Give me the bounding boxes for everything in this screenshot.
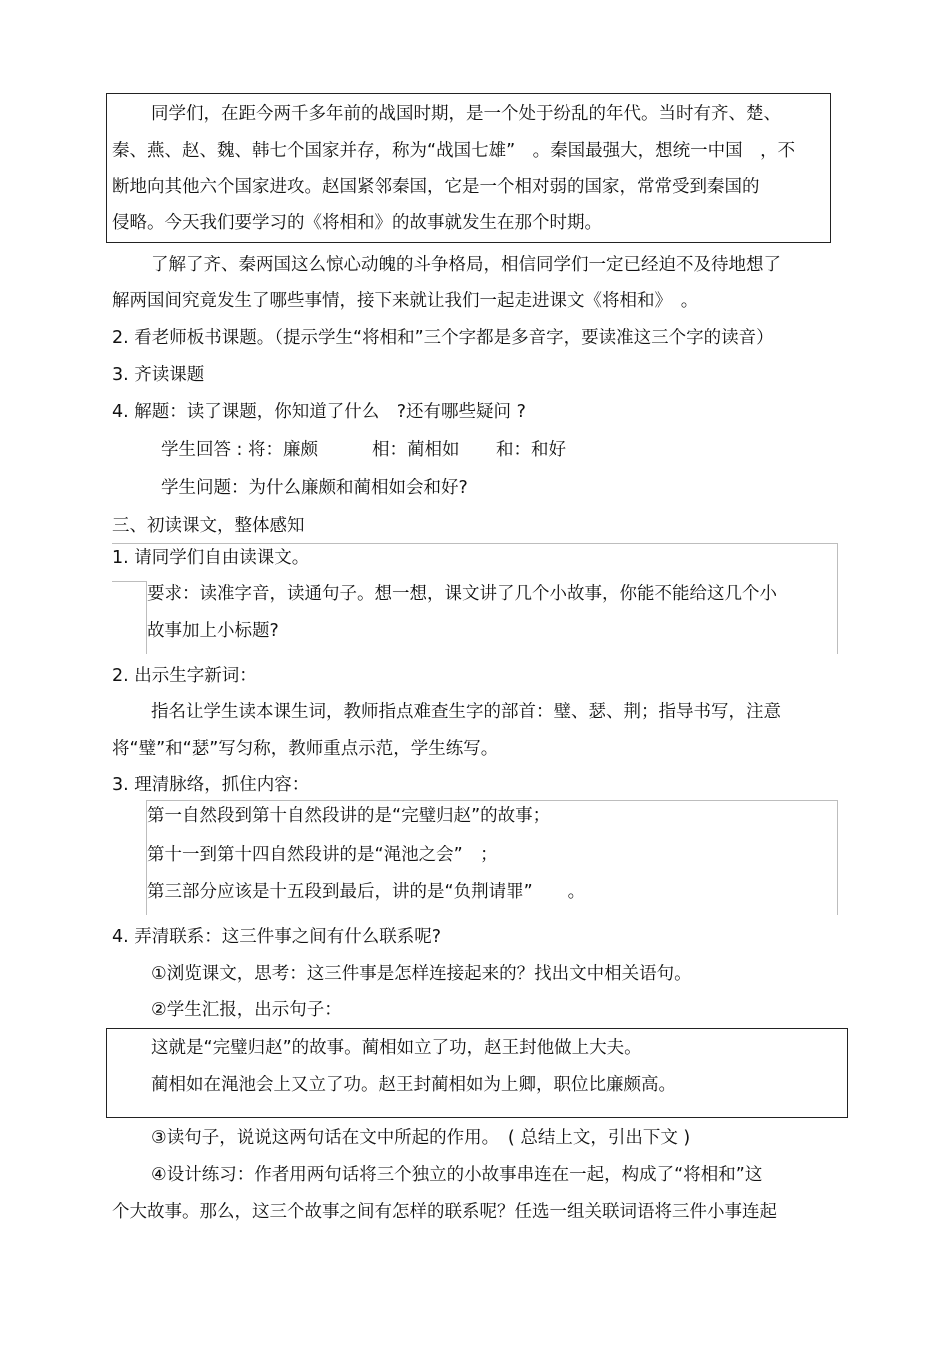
item-4-sub-4-line-1: ④设计练习：作者用两句话将三个独立的小故事串连在一起，构成了“将相和”这: [151, 1165, 763, 1185]
quote-line-2: 蔺相如在渑池会上又立了功。赵王封蔺相如为上卿，职位比廉颇高。: [151, 1075, 676, 1095]
requirement-frame-inner-top: [112, 581, 147, 582]
intro-line-1: 同学们，在距今两千多年前的战国时期，是一个处于纷乱的年代。当时有齐、楚、: [151, 104, 781, 124]
requirement-line-1: 要求：读准字音，读通句子。想一想，课文讲了几个小故事，你能不能给这几个小: [147, 584, 777, 604]
requirement-frame-top: [112, 543, 838, 544]
item-2-line-1: 指名让学生读本课生词，教师指点难查生字的部首：璧、瑟、荆；指导书写，注意: [151, 702, 781, 722]
part-2: 第十一到第十四自然段讲的是“渑池之会” ；: [147, 845, 498, 865]
quote-line-1: 这就是“完璧归赵”的故事。蔺相如立了功，赵王封他做上大夫。: [151, 1038, 642, 1058]
answer-lead: 学生回答 : 将：廉颇: [161, 440, 319, 460]
intro-line-4: 侵略。今天我们要学习的《将相和》的故事就发生在那个时期。: [112, 213, 602, 233]
step-4: 4. 解题：读了课题，你知道了什么 ?还有哪些疑问 ?: [112, 402, 526, 422]
transition-line-1: 了解了齐、秦两国这么惊心动魄的斗争格局，相信同学们一定已经迫不及待地想了: [151, 255, 781, 275]
item-4-sub-4-line-2: 个大故事。那么，这三个故事之间有怎样的联系呢？任选一组关联词语将三件小事连起: [112, 1202, 777, 1222]
step-2: 2. 看老师板书课题。（提示学生“将相和”三个字都是多音字，要读准这三个字的读音）: [112, 328, 774, 348]
item-3: 3. 理清脉络，抓住内容：: [112, 775, 310, 795]
part-3: 第三部分应该是十五段到最后，讲的是“负荆请罪” 。: [147, 882, 586, 902]
item-4-sub-3: ③读句子，说说这两句话在文中所起的作用。 ( 总结上文，引出下文 ): [151, 1128, 691, 1148]
transition-line-2: 解两国间究竟发生了哪些事情，接下来就让我们一起走进课文《将相和》 。: [112, 291, 699, 311]
item-1: 1. 请同学们自由读课文。: [112, 548, 310, 568]
item-4: 4. 弄清联系：这三件事之间有什么联系呢?: [112, 927, 442, 947]
item-4-sub-2: ②学生汇报，出示句子：: [151, 1000, 342, 1020]
item-2: 2. 出示生字新词：: [112, 666, 257, 686]
part-1: 第一自然段到第十自然段讲的是“完璧归赵”的故事；: [147, 806, 551, 826]
student-question: 学生问题：为什么廉颇和蔺相如会和好?: [161, 478, 468, 498]
item-2-line-2: 将“璧”和“瑟”写匀称，教师重点示范，学生练写。: [112, 739, 499, 759]
section-3-heading: 三、初读课文，整体感知: [112, 516, 305, 536]
step-3: 3. 齐读课题: [112, 365, 205, 385]
item-4-sub-1: ①浏览课文，思考：这三件事是怎样连接起来的？找出文中相关语句。: [151, 964, 692, 984]
intro-line-2: 秦、燕、赵、魏、韩七个国家并存，称为“战国七雄” 。秦国最强大，想统一中国 ，不: [112, 141, 796, 161]
requirement-line-2: 故事加上小标题?: [147, 621, 279, 641]
parts-frame-right: [837, 800, 838, 915]
answer-xiang: 相：蔺相如: [372, 440, 460, 460]
answer-he: 和：和好: [496, 440, 566, 460]
requirement-frame-right: [837, 543, 838, 654]
intro-line-3: 断地向其他六个国家进攻。赵国紧邻秦国，它是一个相对弱的国家，常常受到秦国的: [112, 177, 760, 197]
parts-frame-top: [146, 800, 838, 801]
